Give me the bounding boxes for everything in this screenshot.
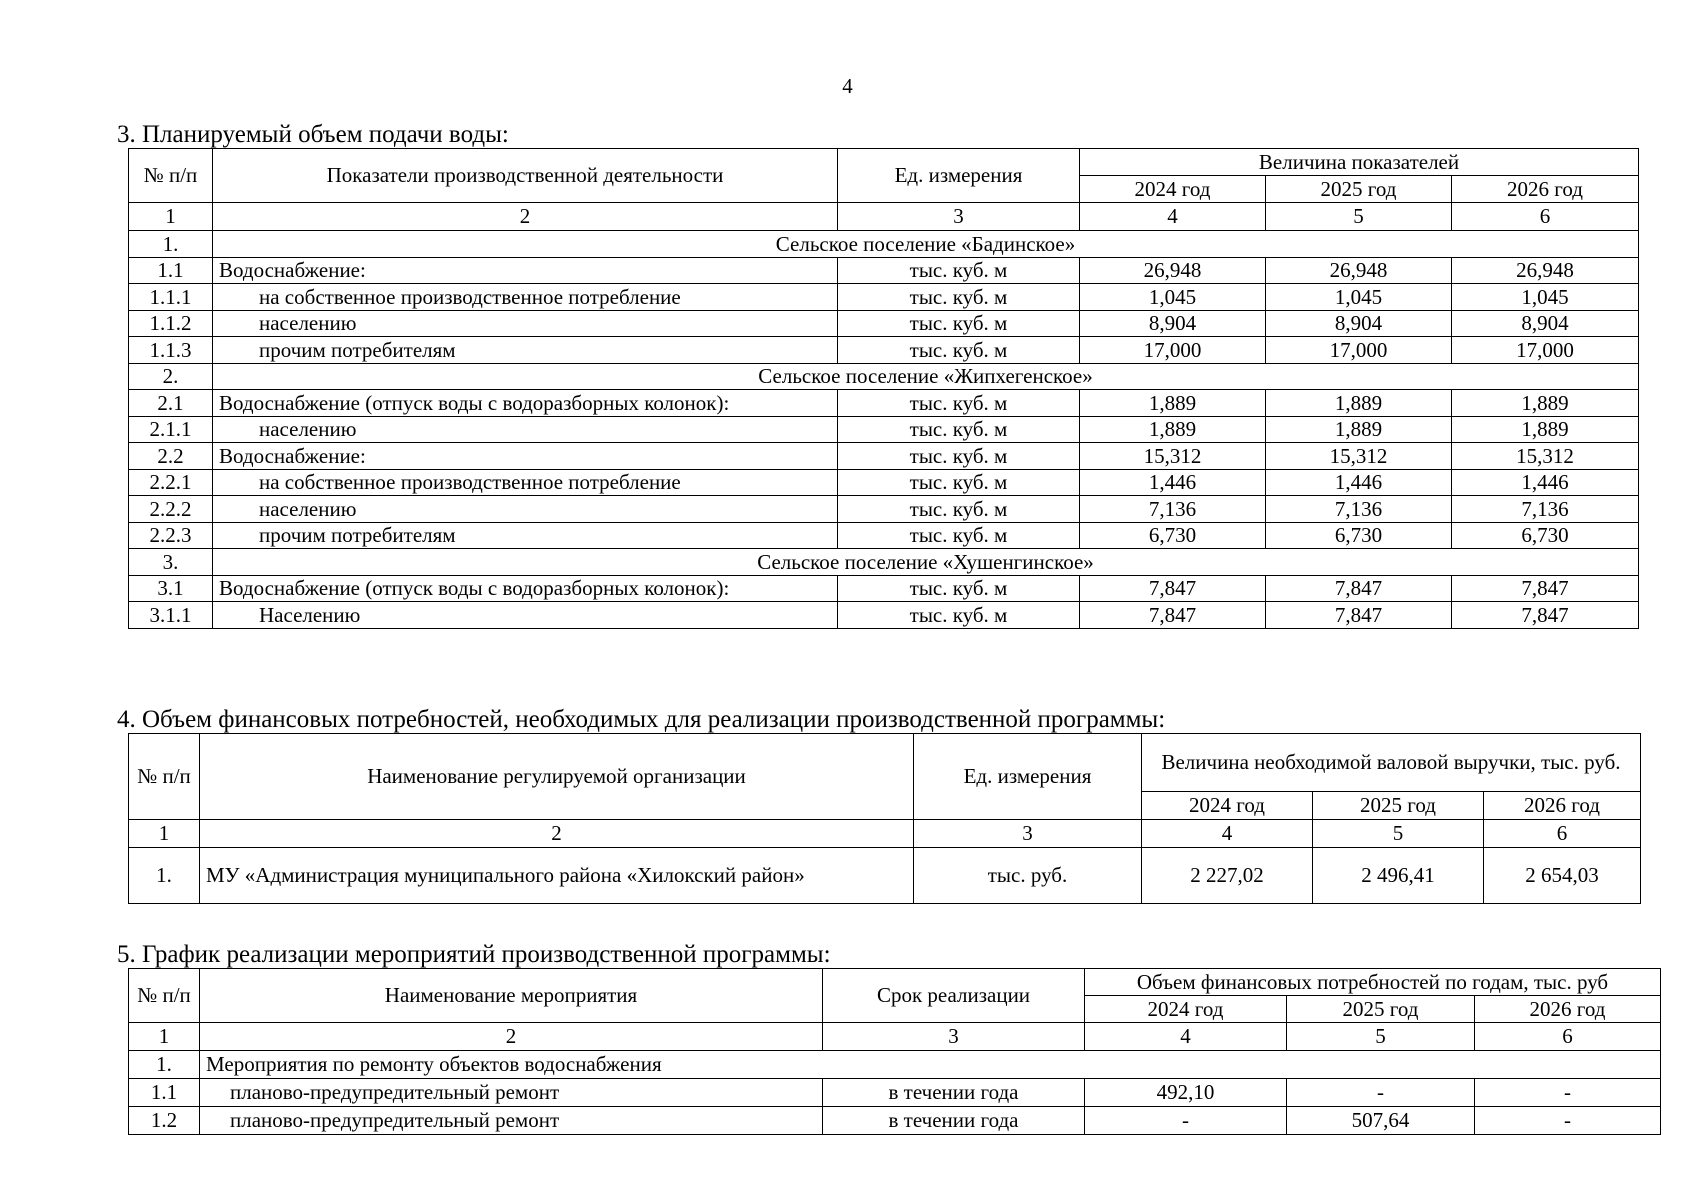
group-name: Сельское поселение «Бадинское» bbox=[213, 231, 1639, 258]
group-row bbox=[129, 549, 1639, 576]
row-term: в течении года bbox=[823, 1107, 1085, 1135]
index-cell: 3 bbox=[838, 203, 1080, 231]
table-row bbox=[129, 575, 1639, 602]
index-cell: 4 bbox=[1142, 820, 1313, 848]
group-name: Мероприятия по ремонту объектов водоснабжения bbox=[200, 1051, 1661, 1079]
table-row bbox=[129, 602, 1639, 629]
row-indicator-name: Водоснабжение (отпуск воды с водоразборных колонок): bbox=[213, 575, 838, 602]
header-year-2026: 2026 год bbox=[1452, 176, 1639, 203]
row-value-2024: 2 227,02 bbox=[1142, 848, 1313, 904]
row-value-2025: 7,847 bbox=[1266, 575, 1452, 602]
row-unit: тыс. куб. м bbox=[838, 337, 1080, 364]
row-num: 1.1 bbox=[129, 1079, 200, 1107]
group-row bbox=[129, 1051, 1661, 1079]
row-value-2025: 1,045 bbox=[1266, 284, 1452, 311]
row-num: 1.1.2 bbox=[129, 310, 213, 337]
row-value-2026: - bbox=[1475, 1107, 1661, 1135]
row-num: 2.2.3 bbox=[129, 522, 213, 549]
row-value-2024: 7,136 bbox=[1080, 496, 1266, 523]
row-value-2025: 507,64 bbox=[1287, 1107, 1475, 1135]
index-cell: 3 bbox=[823, 1023, 1085, 1051]
row-value-2026: 2 654,03 bbox=[1484, 848, 1641, 904]
row-num: 3.1.1 bbox=[129, 602, 213, 629]
row-indicator-name: Водоснабжение: bbox=[213, 257, 838, 284]
index-cell: 2 bbox=[200, 820, 914, 848]
row-value-2024: 26,948 bbox=[1080, 257, 1266, 284]
group-name: Сельское поселение «Хушенгинское» bbox=[213, 549, 1639, 576]
row-indicator-name: на собственное производственное потребление bbox=[213, 469, 838, 496]
row-unit: тыс. руб. bbox=[914, 848, 1142, 904]
table-row bbox=[129, 496, 1639, 523]
table-row bbox=[129, 390, 1639, 417]
index-cell: 1 bbox=[129, 820, 200, 848]
row-indicator-name: населению bbox=[213, 310, 838, 337]
row-value-2024: 7,847 bbox=[1080, 602, 1266, 629]
section-5-title: 5. График реализации мероприятий производственной программы: bbox=[117, 941, 831, 968]
index-cell: 2 bbox=[200, 1023, 823, 1051]
row-value-2025: 15,312 bbox=[1266, 443, 1452, 470]
index-cell: 4 bbox=[1085, 1023, 1287, 1051]
group-num: 3. bbox=[129, 549, 213, 576]
group-row bbox=[129, 231, 1639, 258]
row-value-2025: 26,948 bbox=[1266, 257, 1452, 284]
row-value-2026: 1,889 bbox=[1452, 416, 1639, 443]
header-term: Срок реализации bbox=[823, 969, 1085, 1023]
index-cell: 5 bbox=[1313, 820, 1484, 848]
row-value-2024: 1,889 bbox=[1080, 416, 1266, 443]
index-cell: 4 bbox=[1080, 203, 1266, 231]
row-value-2026: 15,312 bbox=[1452, 443, 1639, 470]
header-org: Наименование регулируемой организации bbox=[200, 734, 914, 820]
row-num: 1.1 bbox=[129, 257, 213, 284]
row-num: 1.1.3 bbox=[129, 337, 213, 364]
row-indicator-name: Водоснабжение: bbox=[213, 443, 838, 470]
row-value-2025: 7,847 bbox=[1266, 602, 1452, 629]
row-unit: тыс. куб. м bbox=[838, 310, 1080, 337]
header-values-group: Величина необходимой валовой выручки, тыс. руб. bbox=[1142, 734, 1641, 792]
row-unit: тыс. куб. м bbox=[838, 390, 1080, 417]
row-value-2024: - bbox=[1085, 1107, 1287, 1135]
header-unit: Ед. измерения bbox=[838, 149, 1080, 203]
row-unit: тыс. куб. м bbox=[838, 469, 1080, 496]
header-unit: Ед. измерения bbox=[914, 734, 1142, 820]
index-cell: 6 bbox=[1452, 203, 1639, 231]
row-num: 3.1 bbox=[129, 575, 213, 602]
header-year-2024: 2024 год bbox=[1080, 176, 1266, 203]
index-cell: 6 bbox=[1484, 820, 1641, 848]
row-value-2024: 492,10 bbox=[1085, 1079, 1287, 1107]
row-value-2025: 7,136 bbox=[1266, 496, 1452, 523]
row-term: в течении года bbox=[823, 1079, 1085, 1107]
schedule-table bbox=[128, 968, 1661, 1135]
table-row bbox=[129, 416, 1639, 443]
row-value-2025: 1,889 bbox=[1266, 416, 1452, 443]
header-year-2026: 2026 год bbox=[1484, 792, 1641, 820]
header-year-2024: 2024 год bbox=[1085, 996, 1287, 1023]
table-row bbox=[129, 469, 1639, 496]
row-unit: тыс. куб. м bbox=[838, 496, 1080, 523]
row-indicator-name: населению bbox=[213, 496, 838, 523]
header-indicator: Показатели производственной деятельности bbox=[213, 149, 838, 203]
row-indicator-name: прочим потребителям bbox=[213, 522, 838, 549]
group-row bbox=[129, 363, 1639, 390]
row-num: 2.1 bbox=[129, 390, 213, 417]
financial-needs-table bbox=[128, 733, 1641, 904]
header-values-group: Величина показателей bbox=[1080, 149, 1639, 176]
row-event-name: планово-предупредительный ремонт bbox=[200, 1079, 823, 1107]
row-value-2024: 1,889 bbox=[1080, 390, 1266, 417]
row-value-2025: 17,000 bbox=[1266, 337, 1452, 364]
index-cell: 1 bbox=[129, 203, 213, 231]
row-indicator-name: прочим потребителям bbox=[213, 337, 838, 364]
row-value-2025: 1,889 bbox=[1266, 390, 1452, 417]
header-year-2025: 2025 год bbox=[1287, 996, 1475, 1023]
table-row bbox=[129, 522, 1639, 549]
group-num: 1. bbox=[129, 231, 213, 258]
header-num: № п/п bbox=[129, 969, 200, 1023]
row-num: 1.2 bbox=[129, 1107, 200, 1135]
table-row bbox=[129, 310, 1639, 337]
row-value-2026: 17,000 bbox=[1452, 337, 1639, 364]
index-cell: 1 bbox=[129, 1023, 200, 1051]
group-name: Сельское поселение «Жипхегенское» bbox=[213, 363, 1639, 390]
row-indicator-name: на собственное производственное потребление bbox=[213, 284, 838, 311]
table-row bbox=[129, 257, 1639, 284]
row-event-name: планово-предупредительный ремонт bbox=[200, 1107, 823, 1135]
header-year-2024: 2024 год bbox=[1142, 792, 1313, 820]
row-unit: тыс. куб. м bbox=[838, 522, 1080, 549]
row-value-2024: 6,730 bbox=[1080, 522, 1266, 549]
row-unit: тыс. куб. м bbox=[838, 575, 1080, 602]
table-row bbox=[129, 1107, 1661, 1135]
header-year-2025: 2025 год bbox=[1266, 176, 1452, 203]
row-value-2026: 6,730 bbox=[1452, 522, 1639, 549]
row-value-2026: 7,847 bbox=[1452, 575, 1639, 602]
row-value-2024: 1,045 bbox=[1080, 284, 1266, 311]
row-num: 2.2.1 bbox=[129, 469, 213, 496]
index-cell: 5 bbox=[1266, 203, 1452, 231]
header-year-2025: 2025 год bbox=[1313, 792, 1484, 820]
row-value-2026: 7,847 bbox=[1452, 602, 1639, 629]
row-unit: тыс. куб. м bbox=[838, 257, 1080, 284]
row-unit: тыс. куб. м bbox=[838, 284, 1080, 311]
header-year-2026: 2026 год bbox=[1475, 996, 1661, 1023]
table-row bbox=[129, 284, 1639, 311]
row-org-name: МУ «Администрация муниципального района «Хилокский район» bbox=[200, 848, 914, 904]
row-value-2025: 6,730 bbox=[1266, 522, 1452, 549]
row-num: 2.2 bbox=[129, 443, 213, 470]
row-value-2024: 8,904 bbox=[1080, 310, 1266, 337]
row-value-2025: 1,446 bbox=[1266, 469, 1452, 496]
row-value-2025: 8,904 bbox=[1266, 310, 1452, 337]
row-value-2025: - bbox=[1287, 1079, 1475, 1107]
row-value-2026: 1,045 bbox=[1452, 284, 1639, 311]
table-row bbox=[129, 337, 1639, 364]
row-value-2025: 2 496,41 bbox=[1313, 848, 1484, 904]
index-cell: 2 bbox=[213, 203, 838, 231]
page-number: 4 bbox=[842, 74, 853, 98]
row-num: 1.1.1 bbox=[129, 284, 213, 311]
header-num: № п/п bbox=[129, 734, 200, 820]
table-row bbox=[129, 848, 1641, 904]
header-num: № п/п bbox=[129, 149, 213, 203]
row-value-2026: 26,948 bbox=[1452, 257, 1639, 284]
row-indicator-name: Населению bbox=[213, 602, 838, 629]
section-4-title: 4. Объем финансовых потребностей, необходимых для реализации производственной программы: bbox=[117, 706, 1166, 733]
row-value-2024: 1,446 bbox=[1080, 469, 1266, 496]
row-unit: тыс. куб. м bbox=[838, 416, 1080, 443]
table-row bbox=[129, 443, 1639, 470]
section-3-title: 3. Планируемый объем подачи воды: bbox=[117, 121, 509, 148]
row-value-2026: 1,889 bbox=[1452, 390, 1639, 417]
row-value-2024: 7,847 bbox=[1080, 575, 1266, 602]
row-value-2024: 17,000 bbox=[1080, 337, 1266, 364]
row-unit: тыс. куб. м bbox=[838, 443, 1080, 470]
water-supply-table bbox=[128, 148, 1639, 629]
row-indicator-name: Водоснабжение (отпуск воды с водоразборных колонок): bbox=[213, 390, 838, 417]
index-cell: 3 bbox=[914, 820, 1142, 848]
table-row bbox=[129, 1079, 1661, 1107]
row-value-2026: 8,904 bbox=[1452, 310, 1639, 337]
row-value-2026: 7,136 bbox=[1452, 496, 1639, 523]
row-value-2024: 15,312 bbox=[1080, 443, 1266, 470]
group-num: 2. bbox=[129, 363, 213, 390]
row-num: 2.1.1 bbox=[129, 416, 213, 443]
header-values-group: Объем финансовых потребностей по годам, тыс. руб bbox=[1085, 969, 1661, 996]
row-indicator-name: населению bbox=[213, 416, 838, 443]
row-value-2026: 1,446 bbox=[1452, 469, 1639, 496]
index-cell: 5 bbox=[1287, 1023, 1475, 1051]
group-num: 1. bbox=[129, 1051, 200, 1079]
row-unit: тыс. куб. м bbox=[838, 602, 1080, 629]
row-num: 2.2.2 bbox=[129, 496, 213, 523]
row-value-2026: - bbox=[1475, 1079, 1661, 1107]
row-num: 1. bbox=[129, 848, 200, 904]
index-cell: 6 bbox=[1475, 1023, 1661, 1051]
header-event: Наименование мероприятия bbox=[200, 969, 823, 1023]
